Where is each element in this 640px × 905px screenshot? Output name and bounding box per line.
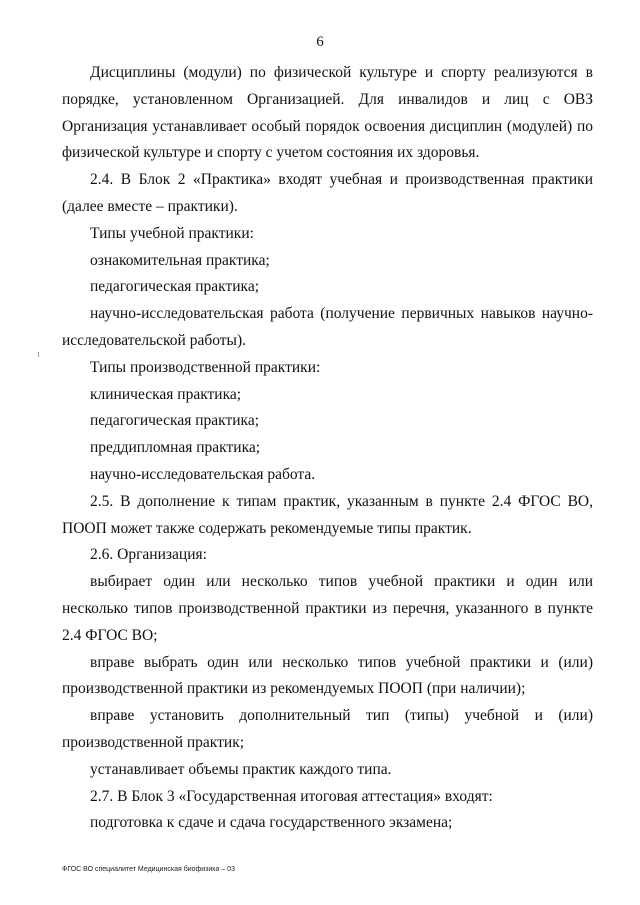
- paragraph-production-types-heading: Типы производственной практики:: [90, 358, 321, 376]
- list-item: педагогическая практика;: [90, 278, 260, 296]
- list-item: преддипломная практика;: [90, 439, 261, 457]
- paragraph-2-6: 2.6. Организация:: [90, 546, 207, 564]
- scan-mark: [38, 352, 39, 357]
- list-item: вправе выбрать один или несколько типов учебной практики и (или) производственной практики из рекомендуемых ПООП (при наличии);: [62, 653, 593, 698]
- list-item: клиническая практика;: [90, 385, 242, 403]
- document-body: [62, 60, 593, 837]
- list-item: выбирает один или несколько типов учебной практики и один или несколько типов производственной практики из перечня, указанного в пункте 2.4 ФГОС ВО;: [62, 573, 593, 644]
- list-item: устанавливает объемы практик каждого типа.: [90, 760, 392, 778]
- paragraph-2-4: 2.4. В Блок 2 «Практика» входят учебная и производственная практики (далее вместе – практики).: [62, 171, 593, 215]
- paragraph-2-5: 2.5. В дополнение к типам практик, указанным в пункте 2.4 ФГОС ВО, ПООП может также содержать рекомендуемые типы практик.: [62, 492, 593, 537]
- list-item: педагогическая практика;: [90, 412, 260, 430]
- page-footer: ФГОС ВО специалитет Медицинская биофизика – 03: [62, 866, 235, 873]
- page-number: 6: [316, 34, 324, 50]
- list-item: научно-исследовательская работа (получение первичных навыков научно-исследовательской работы).: [62, 305, 593, 349]
- list-item: ознакомительная практика;: [90, 251, 270, 269]
- paragraph-physical-culture: Дисциплины (модули) по физической культуре и спорту реализуются в порядке, установленном Организацией. Для инвалидов и лиц с ОВЗ Организация устанавливает особый порядок освоения дисциплин (модулей) по физической культуре и спорту с учетом состояния их здоровья.: [62, 64, 593, 162]
- paragraph-educational-types-heading: Типы учебной практики:: [90, 224, 254, 242]
- list-item: вправе установить дополнительный тип (типы) учебной и (или) производственной практик;: [62, 707, 593, 751]
- list-item: подготовка к сдаче и сдача государственного экзамена;: [90, 814, 453, 832]
- paragraph-2-7: 2.7. В Блок 3 «Государственная итоговая аттестация» входят:: [90, 787, 493, 805]
- list-item: научно-исследовательская работа.: [90, 465, 316, 483]
